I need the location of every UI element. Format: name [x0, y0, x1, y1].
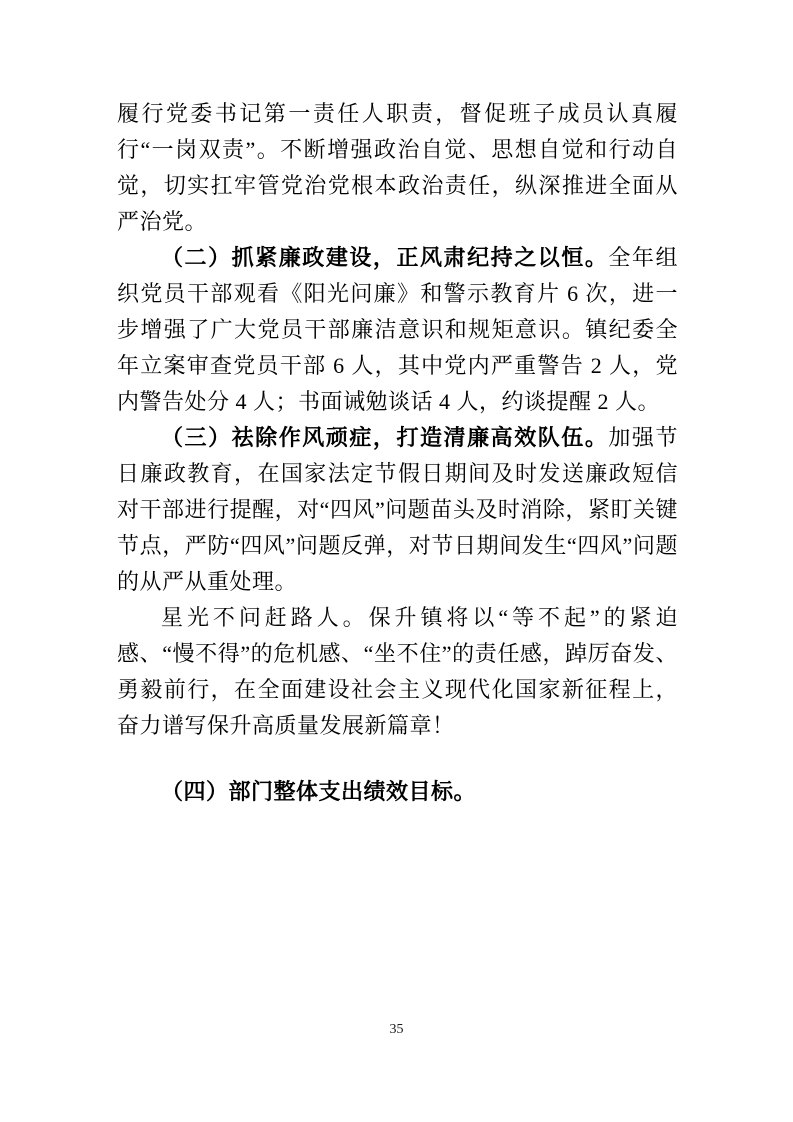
paragraph-continuation — [117, 96, 678, 240]
paragraph-text: 全年组织党员干部观看《阳光问廉》和警示教育片 6 次，进一步增强了广大党员干部廉洁意识和规矩意识。镇纪委全年立案审查党员干部 6 人，其中党内严重警告 2 人，党内警告处分 4 人；书面诫勉谈话 4 人，约谈提醒 2 人。 — [117, 245, 678, 414]
paragraph-text: 加强节日廉政教育，在国家法定节假日期间及时发送廉政短信对干部进行提醒，对“四风”问题苗头及时消除，紧盯关键节点，严防“四风”问题反弹，对节日期间发生“四风”问题的从严从重处理。 — [117, 425, 678, 594]
section-3-heading: （三）祛除作风顽症，打造清廉高效队伍。 — [161, 425, 609, 450]
paragraph-section-3 — [117, 420, 678, 600]
page-number: 35 — [389, 1022, 404, 1037]
paragraph-section-4 — [117, 774, 678, 810]
paragraph-text: 星光不问赶路人。保升镇将以“等不起”的紧迫感、“慢不得”的危机感、“坐不住”的责任感，踔厉奋发、勇毅前行，在全面建设社会主义现代化国家新征程上，奋力谱写保升高质量发展新篇章！ — [117, 605, 678, 738]
section-2-heading: （二）抓紧廉政建设，正风肃纪持之以恒。 — [161, 245, 609, 270]
paragraph-section-2 — [117, 240, 678, 420]
section-4-heading: （四）部门整体支出绩效目标。 — [161, 779, 477, 804]
paragraph-closing — [117, 600, 678, 744]
document-content — [117, 96, 678, 810]
paragraph-text: 履行党委书记第一责任人职责，督促班子成员认真履行“一岗双责”。不断增强政治自觉、思想自觉和行动自觉，切实扛牢管党治党根本政治责任，纵深推进全面从严治党。 — [117, 101, 678, 234]
